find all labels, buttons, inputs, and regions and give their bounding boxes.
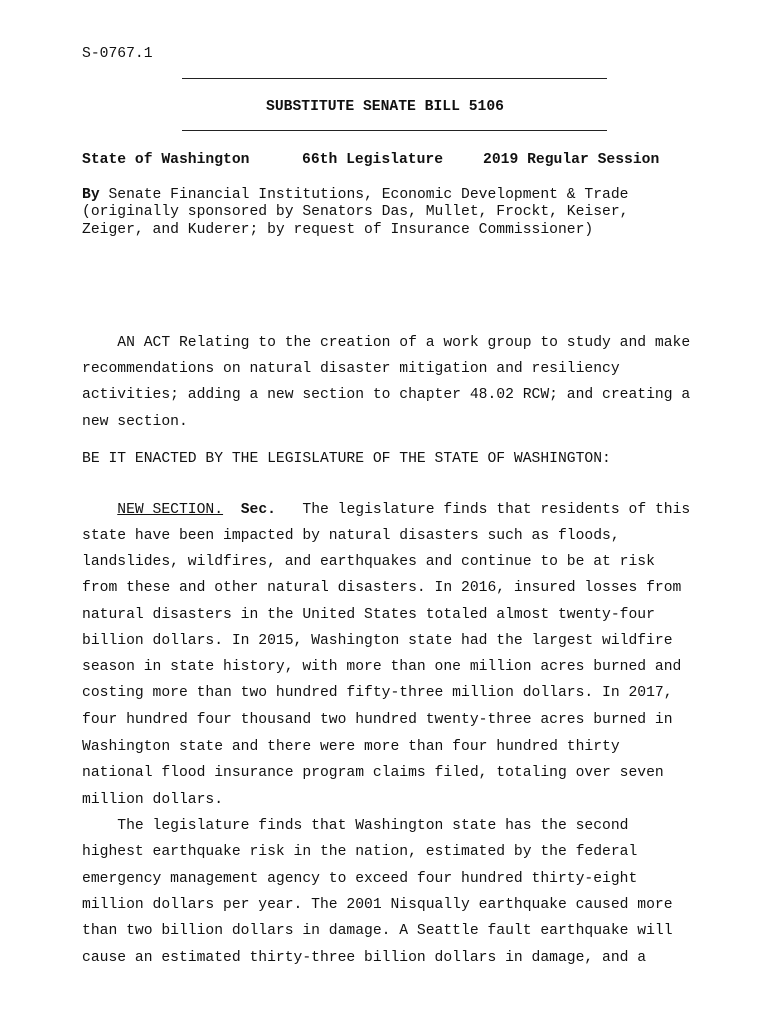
paragraph-2-line: cause an estimated thirty-three billion dollars in damage, and a: [82, 950, 647, 966]
section-1-line: Washington state and there were more than four hundred thirty: [82, 739, 620, 755]
paragraph-2-line: million dollars per year. The 2001 Nisqually earthquake caused more: [82, 897, 673, 913]
sponsor-line-2: (originally sponsored by Senators Das, Mullet, Frockt, Keiser,: [82, 204, 629, 220]
section-1-line: four hundred four thousand two hundred twenty-three acres burned in: [82, 712, 673, 728]
paragraph-2-line: The legislature finds that Washington state has the second: [82, 818, 629, 834]
sponsor-line-3: Zeiger, and Kuderer; by request of Insurance Commissioner): [82, 222, 594, 238]
section-1-line: season in state history, with more than one million acres burned and: [82, 659, 682, 675]
paragraph-2-line: than two billion dollars in damage. A Seattle fault earthquake will: [82, 923, 673, 939]
section-1-line: from these and other natural disasters. In 2016, insured losses from: [82, 580, 682, 596]
section-1-line: landslides, wildfires, and earthquakes and continue to be at risk: [82, 554, 655, 570]
paragraph-2-line: emergency management agency to exceed four hundred thirty-eight: [82, 871, 638, 887]
section-1-lead-text: The legislature finds that residents of this: [302, 502, 691, 518]
session-label: 2019 Regular Session: [483, 152, 660, 168]
sponsor-line-1: [82, 187, 629, 203]
title-bottom-rule: [182, 130, 607, 131]
enacting-clause: BE IT ENACTED BY THE LEGISLATURE OF THE STATE OF WASHINGTON:: [82, 451, 611, 467]
title-top-rule: [182, 78, 607, 79]
section-1-line: national flood insurance program claims filed, totaling over seven: [82, 765, 664, 781]
section-1-line: state have been impacted by natural disasters such as floods,: [82, 528, 620, 544]
section-1-line: costing more than two hundred fifty-three million dollars. In 2017,: [82, 685, 673, 701]
section-1-line: million dollars.: [82, 792, 224, 808]
act-line-3: activities; adding a new section to chapter 48.02 RCW; and creating a: [82, 387, 691, 403]
sec-label: Sec.: [240, 502, 276, 518]
act-line-4: new section.: [82, 414, 188, 430]
section-1-line: natural disasters in the United States totaled almost twenty-four: [82, 607, 655, 623]
document-id: S-0767.1: [82, 46, 153, 62]
act-line-1: AN ACT Relating to the creation of a work group to study and make: [82, 335, 691, 351]
by-label: By: [82, 187, 100, 203]
sponsor-committee: Senate Financial Institutions, Economic Development & Trade: [108, 187, 629, 203]
section-1-line: billion dollars. In 2015, Washington state had the largest wildfire: [82, 633, 673, 649]
act-line-2: recommendations on natural disaster mitigation and resiliency: [82, 361, 620, 377]
legislature-label: 66th Legislature: [302, 152, 444, 168]
section-1-first-line: [82, 502, 690, 518]
paragraph-2-line: highest earthquake risk in the nation, estimated by the federal: [82, 844, 638, 860]
state-label: State of Washington: [82, 152, 250, 168]
new-section-label: NEW SECTION.: [117, 502, 224, 518]
bill-title: SUBSTITUTE SENATE BILL 5106: [266, 99, 504, 115]
